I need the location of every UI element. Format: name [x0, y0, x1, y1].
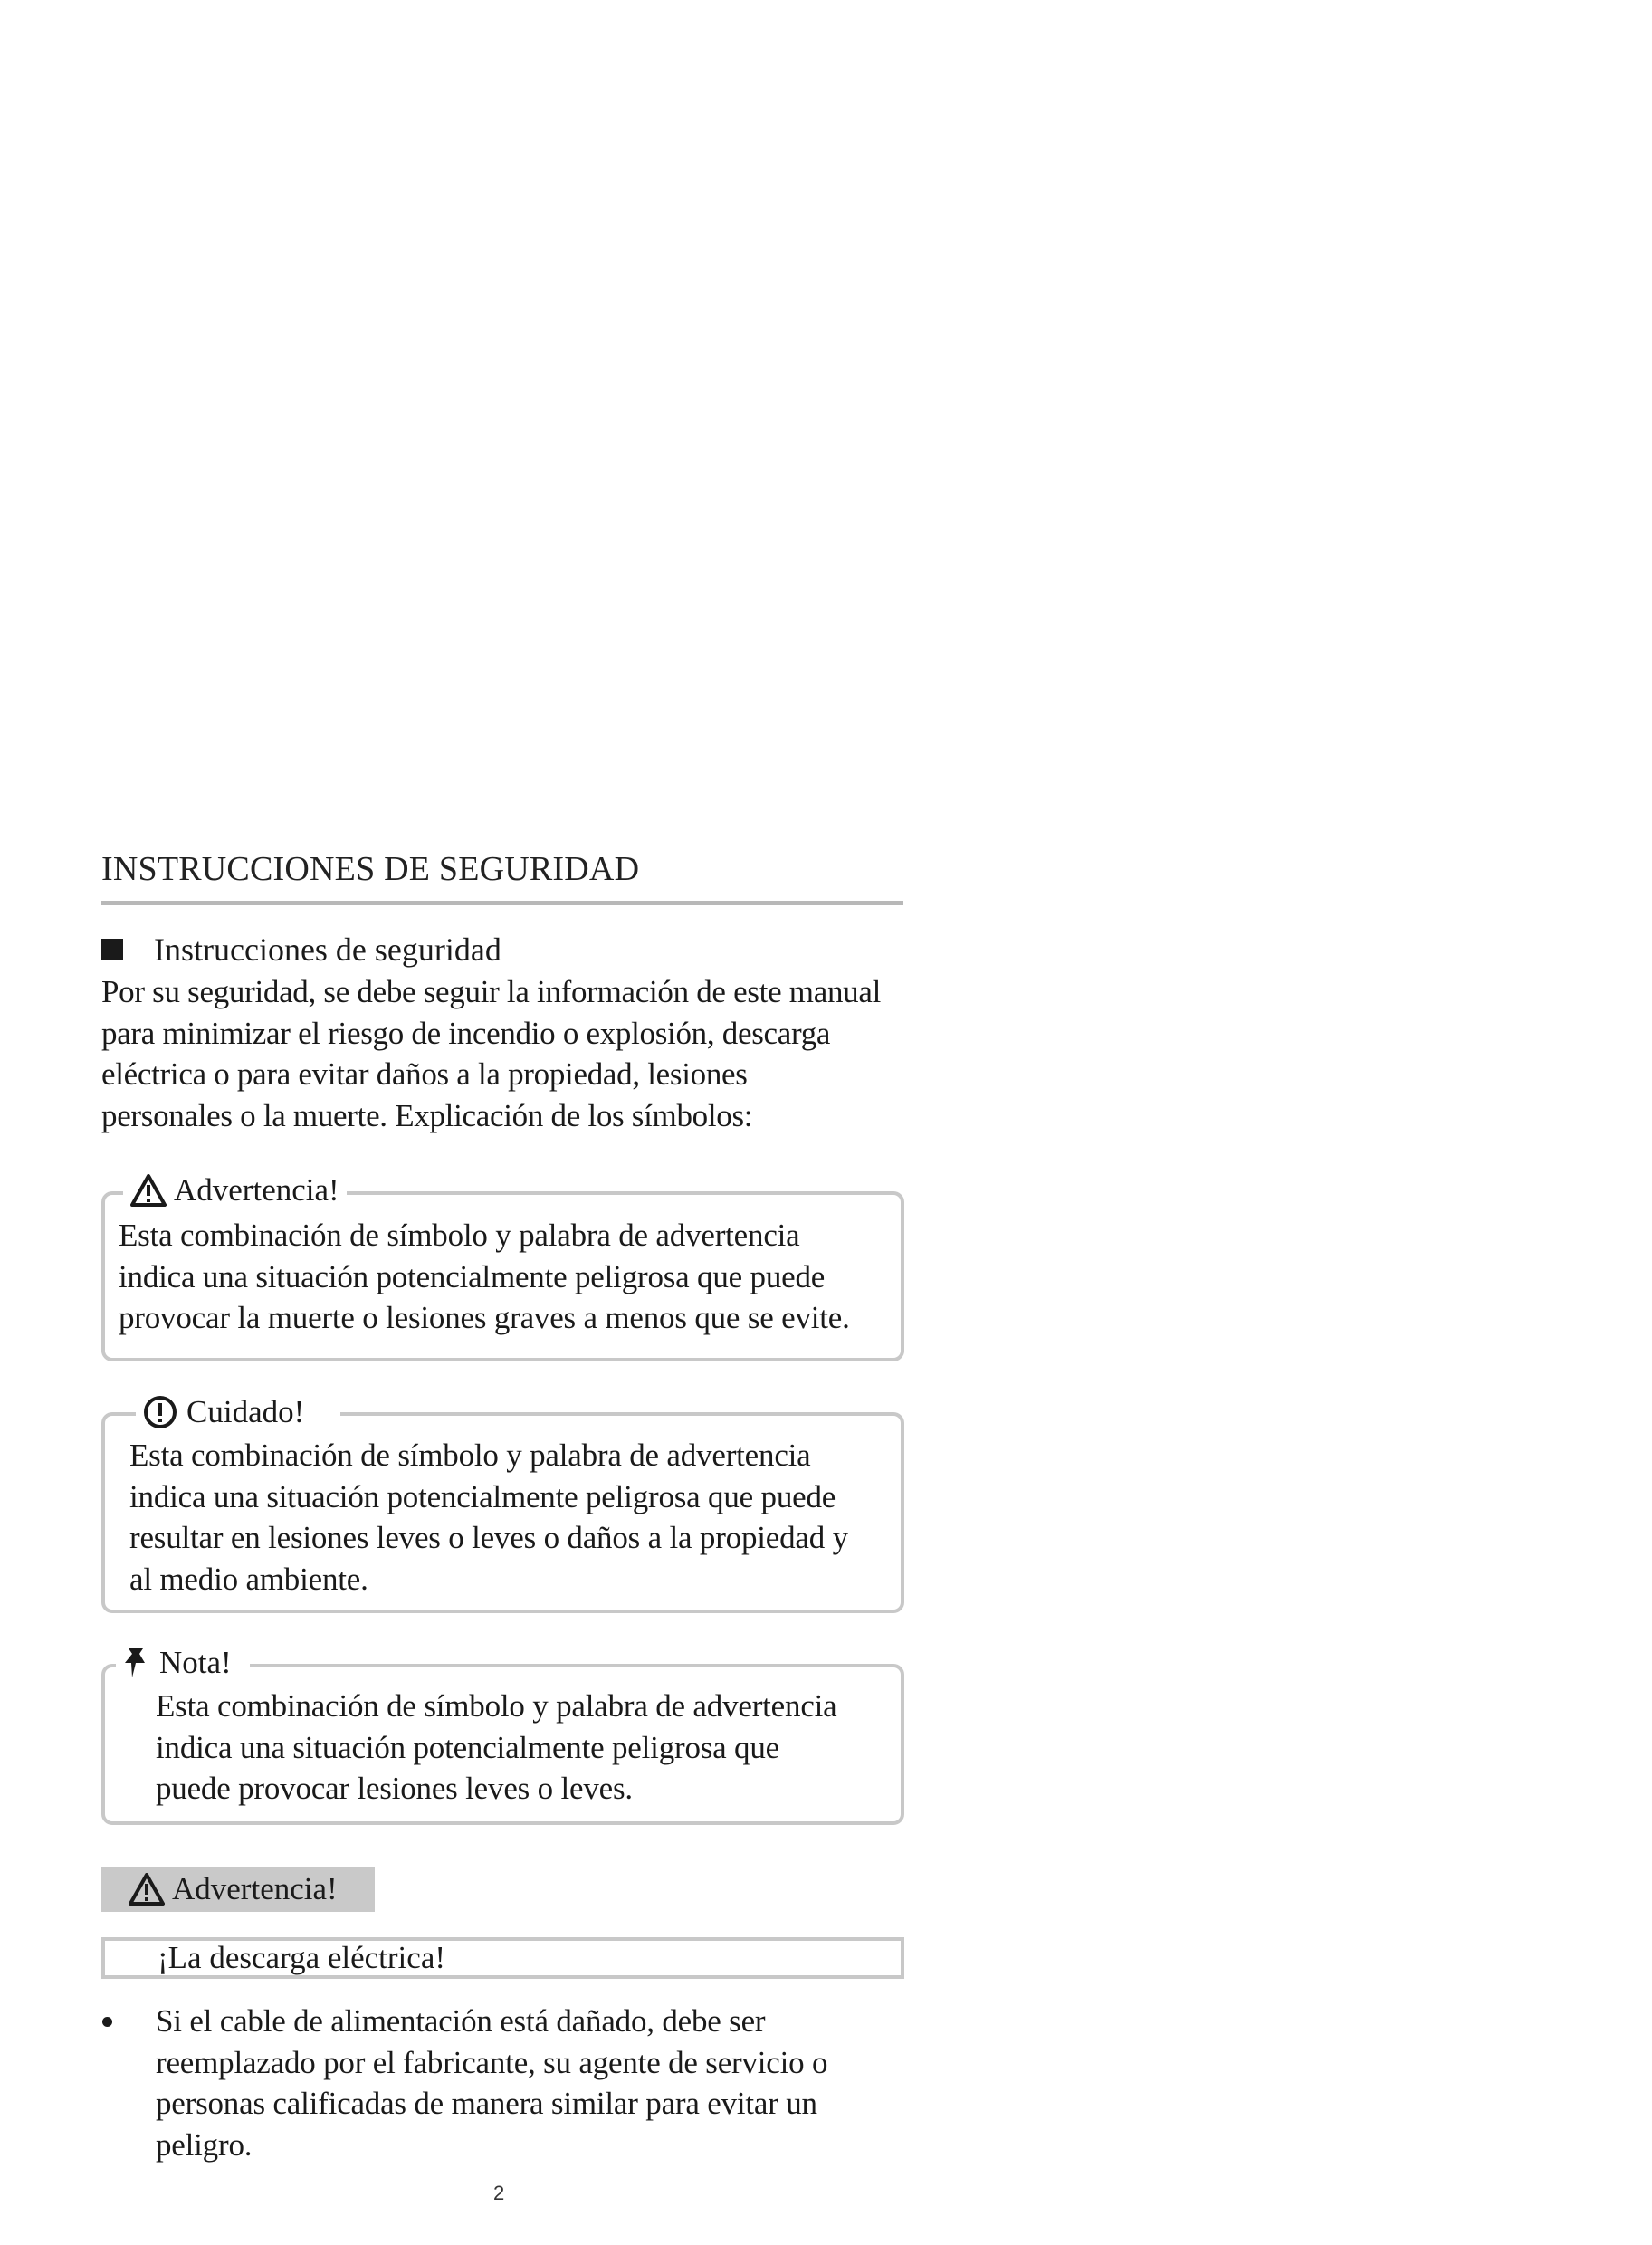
warning-label-text: Advertencia!	[174, 1172, 339, 1208]
warning-triangle-icon	[130, 1174, 167, 1207]
bullet-line: Si el cable de alimentación está dañado, debe ser	[156, 2003, 766, 2039]
warning-box-label	[123, 1168, 347, 1213]
intro-line: Por su seguridad, se debe seguir la información de este manual	[101, 974, 881, 1009]
electric-shock-heading: ¡La descarga eléctrica!	[101, 1937, 904, 1979]
intro-paragraph	[101, 971, 916, 1136]
page-number: 2	[493, 2182, 505, 2204]
note-label-text: Nota!	[159, 1645, 232, 1680]
box-line: Esta combinación de símbolo y palabra de advertencia	[156, 1688, 837, 1724]
box-line: provocar la muerte o lesiones graves a menos que se evite.	[119, 1300, 850, 1335]
bullet-dot-icon	[102, 2017, 112, 2027]
box-line: Esta combinación de símbolo y palabra de advertencia	[129, 1438, 811, 1473]
caution-box-text	[129, 1435, 848, 1600]
exclamation-circle-icon	[143, 1395, 177, 1429]
intro-line: personales o la muerte. Explicación de los símbolos:	[101, 1097, 753, 1133]
caution-label-text: Cuidado!	[186, 1394, 305, 1429]
intro-line: para minimizar el riesgo de incendio o explosión, descarga	[101, 1015, 831, 1051]
page-title: INSTRUCCIONES DE SEGURIDAD	[101, 850, 640, 888]
bullet-line: peligro.	[156, 2126, 253, 2163]
bullet-line: personas calificadas de manera similar para evitar un	[156, 2086, 817, 2121]
box-line: al medio ambiente.	[129, 1561, 368, 1597]
square-bullet-icon	[101, 939, 123, 960]
caution-box-label	[136, 1390, 340, 1435]
note-box-text	[156, 1686, 837, 1810]
box-line: indica una situación potencialmente peligrosa que	[156, 1729, 779, 1765]
bullet-item	[156, 2001, 827, 2165]
title-underline	[101, 901, 903, 905]
intro-line: eléctrica o para evitar daños a la propiedad, lesiones	[101, 1056, 748, 1092]
warning-box-text	[119, 1215, 850, 1339]
warning-banner	[101, 1867, 375, 1912]
box-line: Esta combinación de símbolo y palabra de advertencia	[119, 1218, 800, 1253]
pushpin-icon	[123, 1645, 150, 1681]
note-box-label	[116, 1640, 250, 1686]
section-heading	[101, 931, 501, 969]
box-line: resultar en lesiones leves o leves o daños a la propiedad y	[129, 1520, 848, 1555]
bullet-line: reemplazado por el fabricante, su agente de servicio o	[156, 2044, 828, 2080]
box-line: puede provocar lesiones leves o leves.	[156, 1771, 633, 1806]
box-line: indica una situación potencialmente peligrosa que puede	[119, 1258, 826, 1294]
warning-banner-label: Advertencia!	[172, 1871, 338, 1906]
section-heading-label: Instrucciones de seguridad	[154, 931, 501, 968]
warning-triangle-icon	[129, 1873, 165, 1906]
box-line: indica una situación potencialmente peligrosa que puede	[129, 1478, 836, 1514]
